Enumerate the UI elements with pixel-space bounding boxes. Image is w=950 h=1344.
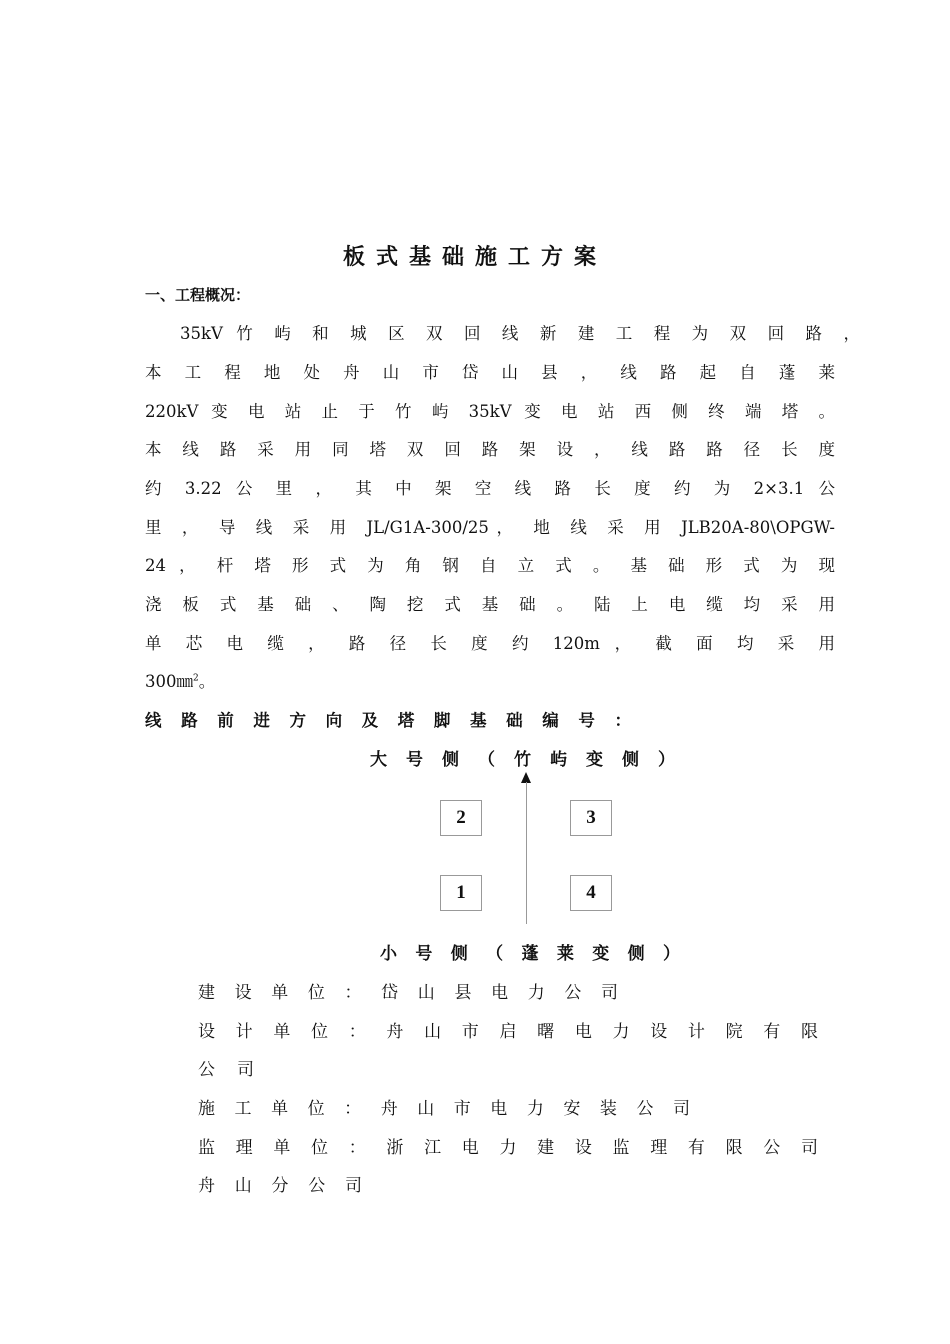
body-line: 24 ， 杆 塔 形 式 为 角 钢 自 立 式 。 基 础 形 式 为 现: [145, 556, 835, 575]
construction-unit: 施 工 单 位 ： 舟 山 市 电 力 安 装 公 司: [198, 1099, 690, 1119]
foundation-box-3: 3: [570, 800, 612, 836]
section-heading: 一、工程概况：: [145, 286, 251, 304]
body-line: 35kV 竹 屿 和 城 区 双 回 线 新 建 工 程 为 双 回 路 ，: [180, 324, 860, 343]
direction-line: [526, 782, 527, 924]
foundation-box-4: 4: [570, 875, 612, 911]
supervision-unit-cont: 舟 山 分 公 司: [198, 1176, 362, 1196]
superscript: 2: [193, 673, 199, 684]
body-line: 单 芯 电 缆 ， 路 径 长 度 约 120m ， 截 面 均 采 用: [145, 634, 835, 653]
body-line-last: [145, 668, 835, 694]
body-line: 本 工 程 地 处 舟 山 市 岱 山 县 ， 线 路 起 自 蓬 莱: [145, 363, 835, 382]
body-line: 里 ， 导 线 采 用 JL/G1A-300/25， 地 线 采 用 JLB20A-80\OPGW-: [145, 518, 835, 537]
area-value: 300㎜: [145, 672, 193, 691]
small-number-side-label: 小 号 侧 （ 蓬 莱 变 侧 ）: [380, 944, 680, 964]
body-line: 约 3.22 公 里 ， 其 中 架 空 线 路 长 度 约 为 2×3.1 公: [145, 479, 835, 498]
body-line: 220kV 变 电 站 止 于 竹 屿 35kV 变 电 站 西 侧 终 端 塔 。: [145, 402, 835, 421]
supervision-unit: 监 理 单 位 ： 浙 江 电 力 建 设 监 理 有 限 公 司: [198, 1138, 818, 1158]
body-line: 本 线 路 采 用 同 塔 双 回 路 架 设 ， 线 路 路 径 长 度: [145, 440, 835, 459]
document-title: 板式基础施工方案: [342, 245, 607, 270]
body-line: 浇 板 式 基 础 、 陶 挖 式 基 础 。 陆 上 电 缆 均 采 用: [145, 595, 835, 614]
direction-heading: 线 路 前 进 方 向 及 塔 脚 基 础 编 号 ：: [145, 711, 631, 730]
period: 。: [198, 672, 216, 691]
foundation-box-1: 1: [440, 875, 482, 911]
design-unit: 设 计 单 位 ： 舟 山 市 启 曙 电 力 设 计 院 有 限: [198, 1022, 818, 1042]
foundation-box-2: 2: [440, 800, 482, 836]
owner-unit: 建 设 单 位 ： 岱 山 县 电 力 公 司: [198, 983, 618, 1003]
large-number-side-label: 大 号 侧 （ 竹 屿 变 侧 ）: [370, 750, 675, 770]
design-unit-cont: 公 司: [198, 1060, 254, 1080]
